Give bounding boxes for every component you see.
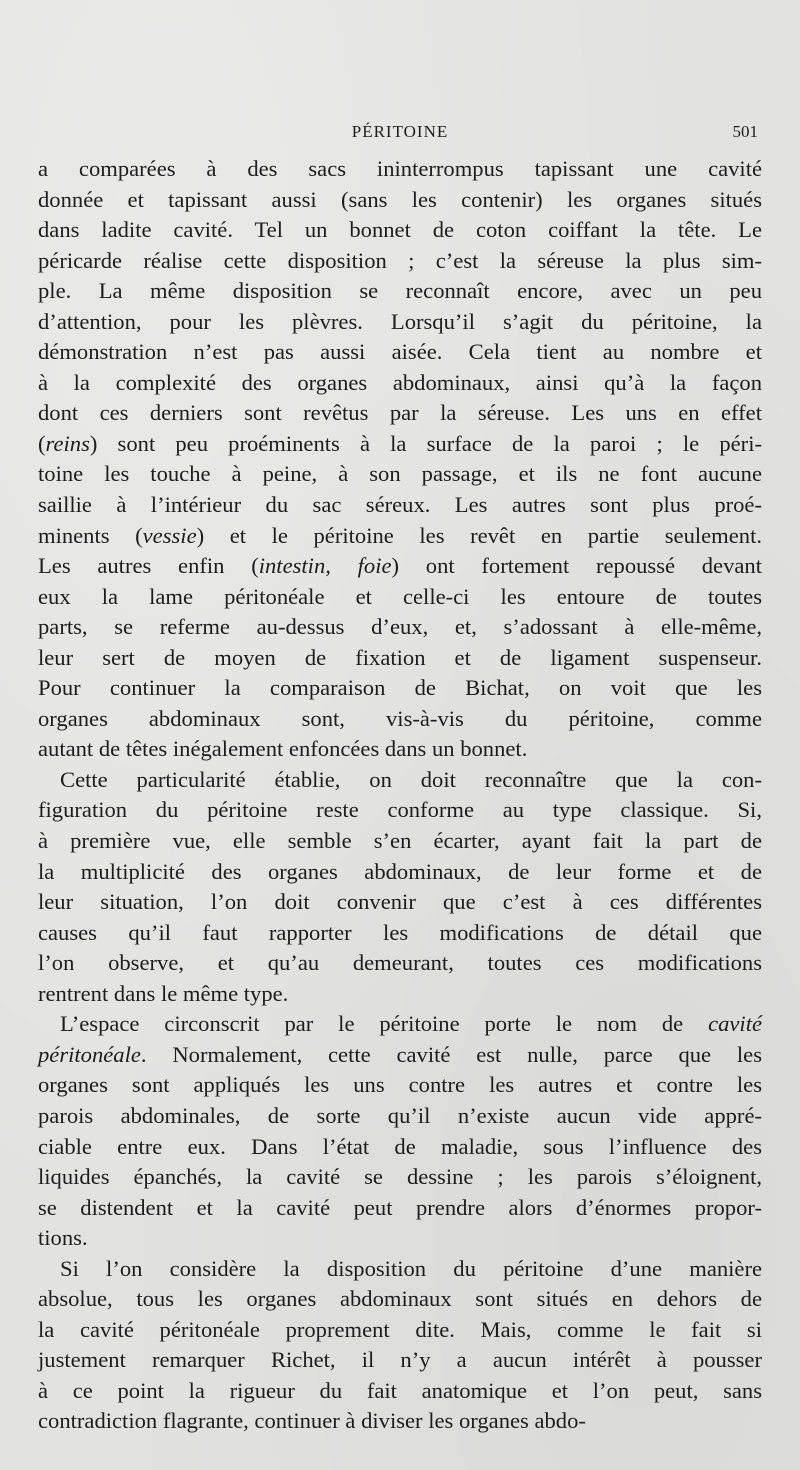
text-line: donnée et tapissant aussi (sans les contenir) les organes situés	[38, 186, 762, 212]
page-number: 501	[732, 122, 758, 141]
text-line: d’attention, pour les plèvres. Lorsqu’il s’agit du péritoine, la	[38, 308, 762, 334]
text-line	[38, 1040, 762, 1071]
text-line: à première vue, elle semble s’en écarter, ayant fait la part de	[38, 828, 762, 854]
text-line: eux la lame péritonéale et celle-ci les entoure de toutes	[38, 583, 762, 609]
text-segment: minents (	[38, 522, 143, 548]
text-segment: ) ont fortement repoussé devant	[391, 553, 762, 579]
text-line: se distendent et la cavité peut prendre alors d’énormes propor-	[38, 1194, 762, 1220]
text-segment: Les autres enfin (	[38, 553, 259, 579]
text-line: leur situation, l’on doit convenir que c’est à ces différentes	[38, 889, 762, 915]
text-line: liquides épanchés, la cavité se dessine ; les parois s’éloignent,	[38, 1164, 762, 1190]
italic-term: vessie	[142, 522, 197, 548]
text-segment: . Normalement, cette cavité est nulle, parce que les	[140, 1041, 762, 1067]
text-line: dans ladite cavité. Tel un bonnet de coton coiffant la tête. Le	[38, 217, 762, 243]
text-segment: L’espace circonscrit par le péritoine porte le nom de	[60, 1011, 709, 1037]
text-line: justement remarquer Richet, il n’y a aucun intérêt à pousser	[38, 1347, 762, 1373]
text-line: dont ces derniers sont revêtus par la séreuse. Les uns en effet	[38, 400, 762, 426]
text-segment: ) sont peu proéminents à la surface de la paroi ; le péri-	[89, 430, 762, 456]
text-line: contradiction flagrante, continuer à diviser les organes abdo-	[38, 1408, 586, 1434]
text-line: la multiplicité des organes abdominaux, de leur forme et de	[38, 858, 762, 884]
text-line: l’on observe, et qu’au demeurant, toutes ces modifications	[38, 950, 762, 976]
paragraph	[38, 1009, 762, 1253]
text-line	[38, 429, 762, 460]
text-line: péricarde réalise cette disposition ; c’est la séreuse la plus sim-	[38, 247, 762, 273]
text-line: ciable entre eux. Dans l’état de maladie, sous l’influence des	[38, 1133, 762, 1159]
paragraph	[38, 765, 762, 1009]
italic-term: cavité	[708, 1011, 762, 1037]
text-line: toine les touche à peine, à son passage, et ils ne font aucune	[38, 461, 762, 487]
text-line: Pour continuer la comparaison de Bichat, on voit que les	[38, 675, 762, 701]
text-line: figuration du péritoine reste conforme au type classique. Si,	[38, 797, 762, 823]
text-line	[38, 551, 762, 582]
text-line: à ce point la rigueur du fait anatomique et l’on peut, sans	[38, 1377, 762, 1403]
italic-term: reins	[45, 430, 90, 456]
text-line: Si l’on considère la disposition du péritoine d’une manière	[60, 1255, 762, 1281]
text-line: la cavité péritonéale proprement dite. Mais, comme le fait si	[38, 1316, 762, 1342]
text-line: absolue, tous les organes abdominaux sont situés en dehors de	[38, 1286, 762, 1312]
text-line: organes sont appliqués les uns contre les autres et contre les	[38, 1072, 762, 1098]
text-line: leur sert de moyen de fixation et de ligament suspenseur.	[38, 644, 762, 670]
text-line	[38, 521, 762, 552]
italic-term: intestin, foie	[258, 553, 392, 579]
paragraph	[38, 1254, 762, 1437]
text-line: démonstration n’est pas aussi aisée. Cela tient au nombre et	[38, 339, 762, 365]
text-line: saillie à l’intérieur du sac séreux. Les autres sont plus proé-	[38, 492, 762, 518]
text-line: tions.	[38, 1225, 88, 1251]
running-title: PÉRITOINE	[351, 122, 449, 141]
text-line: parois abdominales, de sorte qu’il n’existe aucun vide appré-	[38, 1102, 762, 1128]
text-line	[38, 1009, 762, 1040]
text-segment: ) et le péritoine les revêt en partie seulement.	[196, 522, 762, 548]
body-text	[38, 154, 762, 1437]
text-line: à la complexité des organes abdominaux, ainsi qu’à la façon	[38, 369, 762, 395]
text-line: causes qu’il faut rapporter les modifications de détail que	[38, 919, 762, 945]
text-line: parts, se referme au-dessus d’eux, et, s’adossant à elle-même,	[38, 614, 762, 640]
text-line: rentrent dans le même type.	[38, 980, 289, 1006]
running-head	[38, 118, 762, 154]
text-line: Cette particularité établie, on doit reconnaître que la con-	[60, 766, 762, 792]
text-line: a comparées à des sacs ininterrompus tapissant une cavité	[38, 156, 762, 181]
text-line: organes abdominaux sont, vis-à-vis du péritoine, comme	[38, 705, 762, 731]
paragraph	[38, 154, 762, 765]
italic-term: péritonéale	[38, 1041, 141, 1067]
text-line: autant de têtes inégalement enfoncées dans un bonnet.	[38, 736, 528, 762]
text-line: ple. La même disposition se reconnaît encore, avec un peu	[38, 278, 762, 304]
text-segment: (	[38, 430, 46, 456]
